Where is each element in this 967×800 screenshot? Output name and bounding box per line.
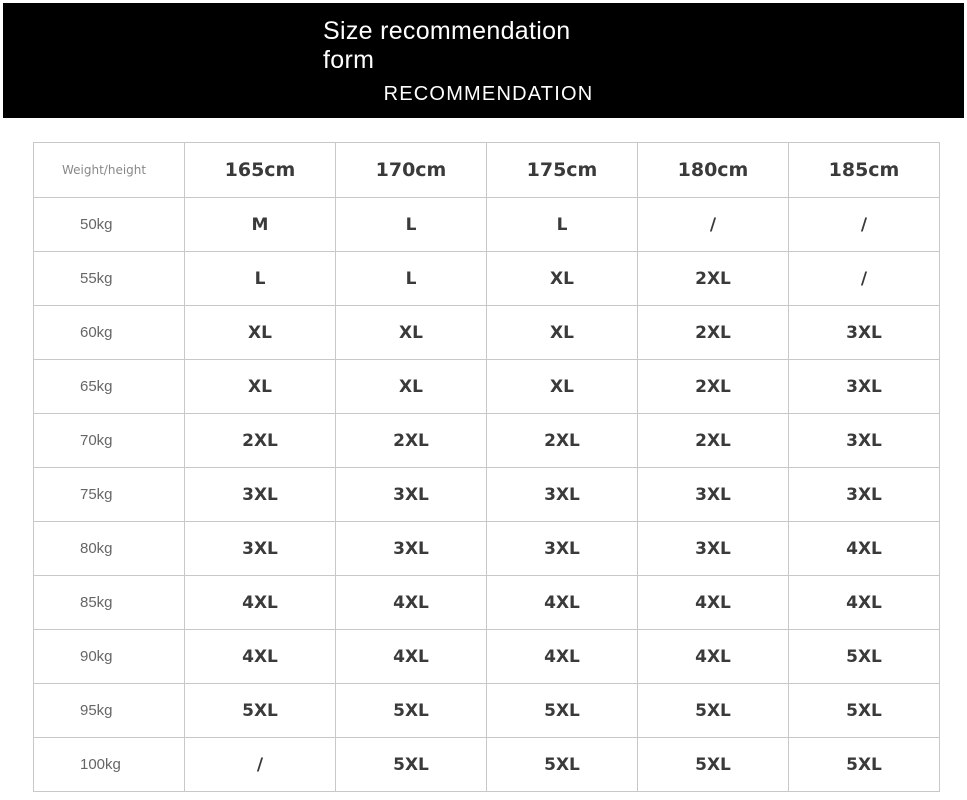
size-cell: L — [185, 252, 336, 306]
size-cell: 5XL — [487, 738, 638, 792]
size-cell: 3XL — [487, 468, 638, 522]
size-cell: 4XL — [336, 576, 487, 630]
table-row — [34, 414, 940, 468]
size-cell: / — [185, 738, 336, 792]
size-cell: 3XL — [789, 414, 940, 468]
size-cell: 4XL — [185, 576, 336, 630]
size-cell: 5XL — [336, 684, 487, 738]
size-cell: XL — [487, 252, 638, 306]
weight-label: 80kg — [34, 522, 185, 576]
column-header: 170cm — [336, 143, 487, 198]
size-cell: 4XL — [185, 630, 336, 684]
table-row — [34, 252, 940, 306]
column-header: 175cm — [487, 143, 638, 198]
table-row — [34, 468, 940, 522]
size-cell: 3XL — [638, 522, 789, 576]
size-cell: 3XL — [185, 522, 336, 576]
size-cell: XL — [336, 360, 487, 414]
weight-label: 50kg — [34, 198, 185, 252]
table-row — [34, 306, 940, 360]
size-cell: 2XL — [336, 414, 487, 468]
size-cell: 2XL — [638, 252, 789, 306]
column-header: 180cm — [638, 143, 789, 198]
size-cell: 3XL — [638, 468, 789, 522]
size-cell: 5XL — [336, 738, 487, 792]
size-cell: XL — [185, 306, 336, 360]
weight-label: 90kg — [34, 630, 185, 684]
size-cell: 4XL — [789, 576, 940, 630]
table-row — [34, 360, 940, 414]
table-header-row — [34, 143, 940, 198]
column-header: 165cm — [185, 143, 336, 198]
header-banner — [3, 3, 964, 118]
size-cell: L — [336, 252, 487, 306]
table-row — [34, 738, 940, 792]
size-cell: 2XL — [638, 306, 789, 360]
size-cell: 5XL — [789, 684, 940, 738]
size-cell: 4XL — [336, 630, 487, 684]
size-cell: 3XL — [336, 522, 487, 576]
page-subtitle: RECOMMENDATION — [383, 83, 594, 105]
page-title: Size recommendation form — [323, 17, 571, 74]
table-body — [34, 198, 940, 792]
size-cell: 3XL — [789, 306, 940, 360]
table-row — [34, 684, 940, 738]
table-row — [34, 522, 940, 576]
size-cell: 5XL — [487, 684, 638, 738]
size-cell: 3XL — [487, 522, 638, 576]
size-cell: 5XL — [638, 684, 789, 738]
size-cell: / — [789, 198, 940, 252]
weight-label: 55kg — [34, 252, 185, 306]
size-cell: 4XL — [487, 630, 638, 684]
table-row — [34, 576, 940, 630]
size-cell: 5XL — [789, 630, 940, 684]
weight-label: 70kg — [34, 414, 185, 468]
size-cell: 2XL — [487, 414, 638, 468]
column-header: 185cm — [789, 143, 940, 198]
size-cell: 3XL — [185, 468, 336, 522]
table-row — [34, 198, 940, 252]
corner-header: Weight/height — [34, 143, 185, 198]
size-cell: 4XL — [789, 522, 940, 576]
size-cell: 4XL — [638, 630, 789, 684]
size-cell: 3XL — [789, 360, 940, 414]
size-cell: / — [638, 198, 789, 252]
weight-label: 85kg — [34, 576, 185, 630]
weight-label: 65kg — [34, 360, 185, 414]
size-cell: L — [336, 198, 487, 252]
size-cell: 3XL — [789, 468, 940, 522]
size-cell: 5XL — [638, 738, 789, 792]
size-cell: L — [487, 198, 638, 252]
size-cell: 4XL — [487, 576, 638, 630]
weight-label: 95kg — [34, 684, 185, 738]
weight-label: 100kg — [34, 738, 185, 792]
size-cell: 3XL — [336, 468, 487, 522]
size-cell: XL — [487, 306, 638, 360]
size-cell: 5XL — [789, 738, 940, 792]
size-cell: XL — [336, 306, 487, 360]
weight-label: 75kg — [34, 468, 185, 522]
size-cell: 2XL — [638, 360, 789, 414]
size-cell: / — [789, 252, 940, 306]
weight-label: 60kg — [34, 306, 185, 360]
table-row — [34, 630, 940, 684]
size-cell: 4XL — [638, 576, 789, 630]
size-cell: XL — [185, 360, 336, 414]
size-chart-table — [33, 142, 940, 792]
size-cell: 2XL — [185, 414, 336, 468]
size-cell: XL — [487, 360, 638, 414]
size-cell: M — [185, 198, 336, 252]
size-cell: 5XL — [185, 684, 336, 738]
size-cell: 2XL — [638, 414, 789, 468]
